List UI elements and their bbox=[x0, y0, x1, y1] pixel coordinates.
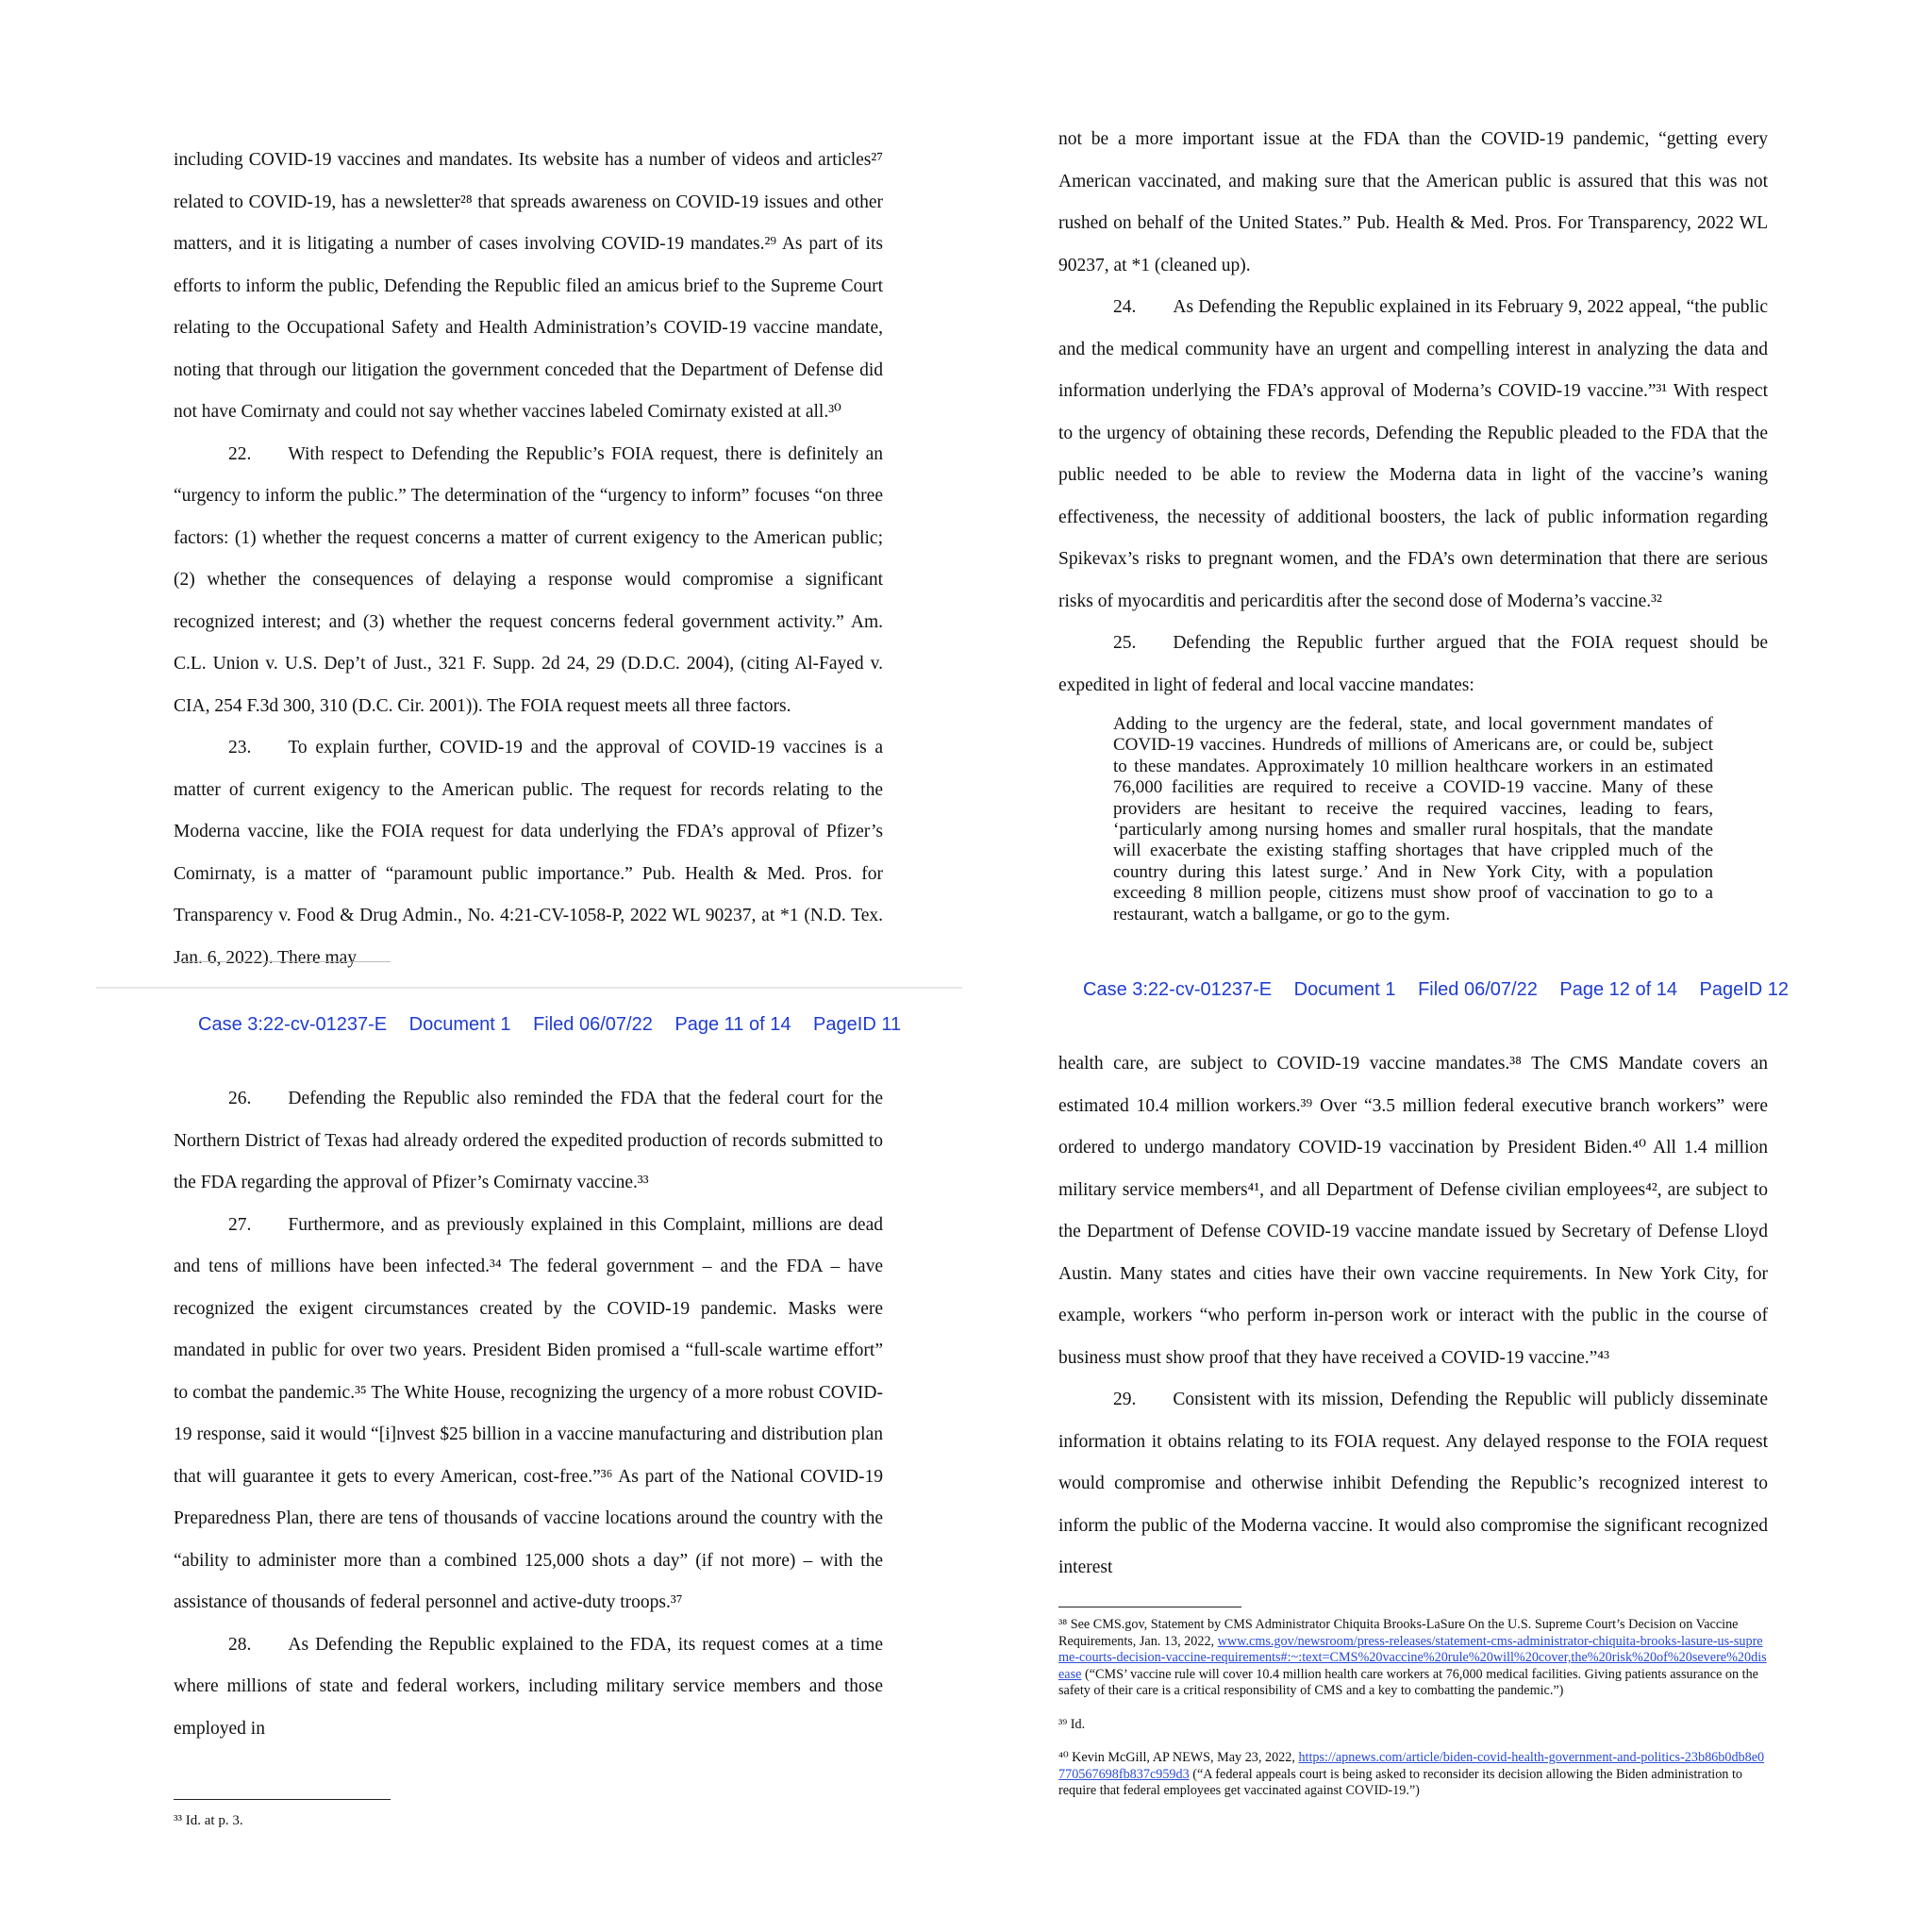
footnote-rule bbox=[174, 961, 391, 962]
paragraph-21-continued: including COVID-19 vaccines and mandates. Its website has a number of videos and articles²⁷ related to COVID-19, has a newsletter²⁸ that spreads awareness on COVID-19 issues and other matters, and it is litigating a number of cases involving COVID-19 mandates.²⁹ As part of its efforts to inform the public, Defending the Republic filed an amicus brief to the Supreme Court relating to the Occupational Safety and Health Administration’s COVID-19 vaccine mandate, noting that through our litigation the government conceded that the Department of Defense did not have Comirnaty and could not say whether vaccines labeled Comirnaty existed at all.³⁰ bbox=[174, 150, 883, 422]
page-count: Page 11 of 14 bbox=[675, 1014, 791, 1035]
page-count: Page 12 of 14 bbox=[1559, 979, 1677, 1000]
block-quote: Adding to the urgency are the federal, state, and local government mandates of COVID-19 vaccines. Hundreds of millions of Americans are, or could be, subject to these mandates. Approximately 10 million healthcare workers in an estimated 76,000 facilities are required to receive a COVID-19 vaccine. Many of these providers are hesitant to receive the required vaccines, leading to fears, ‘particularly among nursing homes and smaller rural hospitals, that the mandate will exacerbate the existing staffing shortages that have crippled much of the country during this latest surge.’ And in New York City, with a population exceeding 8 million people, citizens must show proof of vaccination to go to a restaurant, watch a ballgame, or go to the gym. bbox=[1113, 714, 1713, 924]
page-header-page-11 bbox=[198, 1014, 918, 1036]
footnote-40-text: ⁴⁰ Kevin McGill, AP NEWS, May 23, 2022, bbox=[1058, 1750, 1295, 1765]
page-divider bbox=[96, 987, 962, 989]
page-id: PageID 12 bbox=[1699, 979, 1790, 1000]
document-number: Document 1 bbox=[408, 1014, 511, 1035]
footnote-40 bbox=[1058, 1750, 1768, 1800]
footnote-38-text: ³⁸ See CMS.gov, Statement by CMS Administrator Chiquita Brooks-LaSure On the U.S. Supreme Court’s Decision on Vaccine Requirements, Jan. 13, 2022, bbox=[1058, 1617, 1739, 1649]
footnote-38 bbox=[1058, 1617, 1768, 1700]
paragraph-24: 24. As Defending the Republic explained in its February 9, 2022 appeal, “the public and the medical community have an urgent and compelling interest in analyzing the data and information underlying the FDA’s approval of Moderna’s COVID-19 vaccine.”³¹ With respect to the urgency of obtaining these records, Defending the Republic pleaded to the FDA that the public needed to be able to review the Moderna data in light of the vaccine’s waning effectiveness, the necessity of additional boosters, the lack of public information regarding Spikevax’s risks to pregnant women, and the FDA’s own determination that there are serious risks of myocarditis and pericarditis after the second dose of Moderna’s vaccine.³² bbox=[1058, 297, 1768, 611]
filed-date: Filed 06/07/22 bbox=[533, 1014, 653, 1035]
footnote-rule bbox=[174, 1799, 391, 1800]
paragraph-23-continued: not be a more important issue at the FDA than the COVID-19 pandemic, “getting every American vaccinated, and making sure that the American public is assured that this was not rushed on behalf of the United States.” Pub. Health & Med. Pros. For Transparency, 2022 WL 90237, at *1 (cleaned up). bbox=[1058, 129, 1768, 275]
paragraph-28: 28. As Defending the Republic explained to the FDA, its request comes at a time where millions of state and federal workers, including military service members and those employed in bbox=[174, 1634, 883, 1739]
footnote-39: ³⁹ Id. bbox=[1058, 1716, 1086, 1732]
paragraph-28-continued: health care, are subject to COVID-19 vaccine mandates.³⁸ The CMS Mandate covers an estimated 10.4 million workers.³⁹ Over “3.5 million federal executive branch workers” were ordered to undergo mandatory COVID-19 vaccination by President Biden.⁴⁰ All 1.4 million military service members⁴¹, and all Department of Defense civilian employees⁴², are subject to the Department of Defense COVID-19 vaccine mandate issued by Secretary of Defense Lloyd Austin. Many states and cities have their own vaccine requirements. In New York City, for example, workers “who perform in-person work or interact with the public in the course of business must show proof that they have received a COVID-19 vaccine.”⁴³ bbox=[1058, 1054, 1768, 1368]
paragraph-22: 22. With respect to Defending the Republic’s FOIA request, there is definitely an “urgency to inform the public.” The determination of the “urgency to inform” focuses “on three factors: (1) whether the request concerns a matter of current exigency to the American public; (2) whether the consequences of delaying a response would compromise a significant recognized interest; and (3) whether the request concerns federal government activity.” Am. C.L. Union v. U.S. Dep’t of Just., 321 F. Supp. 2d 24, 29 (D.D.C. 2004), (citing Al-Fayed v. CIA, 254 F.3d 300, 310 (D.C. Cir. 2001)). The FOIA request meets all three factors. bbox=[174, 443, 883, 716]
footnote-38-tail: (“CMS’ vaccine rule will cover 10.4 million health care workers at 76,000 medical facilities. Giving patients assurance on the safety of their care is a critical responsibility of CMS and a key to combatting the pandemic.”) bbox=[1058, 1666, 1758, 1698]
footnote-33: ³³ Id. at p. 3. bbox=[174, 1813, 243, 1828]
page-header-page-12 bbox=[1083, 979, 1806, 1001]
paragraph-29: 29. Consistent with its mission, Defending the Republic will publicly disseminate information it obtains relating to its FOIA request. Any delayed response to the FOIA request would compromise and otherwise inhibit Defending the Republic’s recognized interest to inform the public of the Moderna vaccine. It would also compromise the significant recognized interest bbox=[1058, 1390, 1768, 1577]
paragraph-27: 27. Furthermore, and as previously explained in this Complaint, millions are dead and tens of millions have been infected.³⁴ The federal government – and the FDA – have recognized the exigent circumstances created by the COVID-19 pandemic. Masks were mandated in public for over two years. President Biden promised a “full-scale wartime effort” to combat the pandemic.³⁵ The White House, recognizing the urgency of a more robust COVID-19 response, said it would “[i]nvest $25 billion in a vaccine manufacturing and distribution plan that will guarantee it gets to every American, cost-free.”³⁶ As part of the National COVID-19 Preparedness Plan, there are tens of thousands of vaccine locations around the country with the “ability to administer more than a combined 125,000 shots a day” (if not more) – with the assistance of thousands of federal personnel and active-duty troops.³⁷ bbox=[174, 1214, 883, 1612]
case-number: Case 3:22-cv-01237-E bbox=[198, 1014, 388, 1035]
paragraph-25: 25. Defending the Republic further argued that the FOIA request should be expedited in light of federal and local vaccine mandates: bbox=[1058, 633, 1768, 695]
page11-top-left-text bbox=[174, 140, 883, 979]
case-number: Case 3:22-cv-01237-E bbox=[1083, 979, 1273, 1000]
footnote-40-link[interactable]: https://apnews.com/article/biden-covid-health-government-and-politics-23b86b0db8e0770567698fb837c959d3 bbox=[1058, 1750, 1765, 1782]
footnote-40-tail: (“A federal appeals court is being asked to reconsider its decision allowing the Biden administration to require that federal employees get vaccinated against COVID-19.”) bbox=[1058, 1766, 1742, 1798]
filed-date: Filed 06/07/22 bbox=[1418, 979, 1538, 1000]
document-number: Document 1 bbox=[1293, 979, 1396, 1000]
paragraph-23: 23. To explain further, COVID-19 and the approval of COVID-19 vaccines is a matter of current exigency to the American public. The request for records relating to the Moderna vaccine, like the FOIA request for data underlying the FDA’s approval of Pfizer’s Comirnaty, is a matter of “paramount public importance.” Pub. Health & Med. Pros. for Transparency v. Food & Drug Admin., No. 4:21-CV-1058-P, 2022 WL 90237, at *1 (N.D. Tex. Jan. 6, 2022). There may bbox=[174, 738, 883, 968]
footnotes-page-12 bbox=[1058, 1617, 1768, 1800]
paragraph-26: 26. Defending the Republic also reminded the FDA that the federal court for the Northern District of Texas had already ordered the expedited production of records submitted to the FDA regarding the approval of Pfizer’s Comirnaty vaccine.³³ bbox=[174, 1089, 883, 1192]
footnote-38-link[interactable]: www.cms.gov/newsroom/press-releases/statement-cms-administrator-chiquita-brooks-lasure-us-supreme-courts-decision-vaccine-requirements#:~:text=CMS%20vaccine%20rule%20will%20cover,the%20risk%20of%20severe%20disease bbox=[1058, 1633, 1767, 1682]
page11-bottom-left-text bbox=[174, 1078, 883, 1750]
page11-top-right-text bbox=[1058, 119, 1768, 925]
page-id: PageID 11 bbox=[813, 1014, 902, 1035]
page12-bottom-right-text bbox=[1058, 1043, 1768, 1590]
